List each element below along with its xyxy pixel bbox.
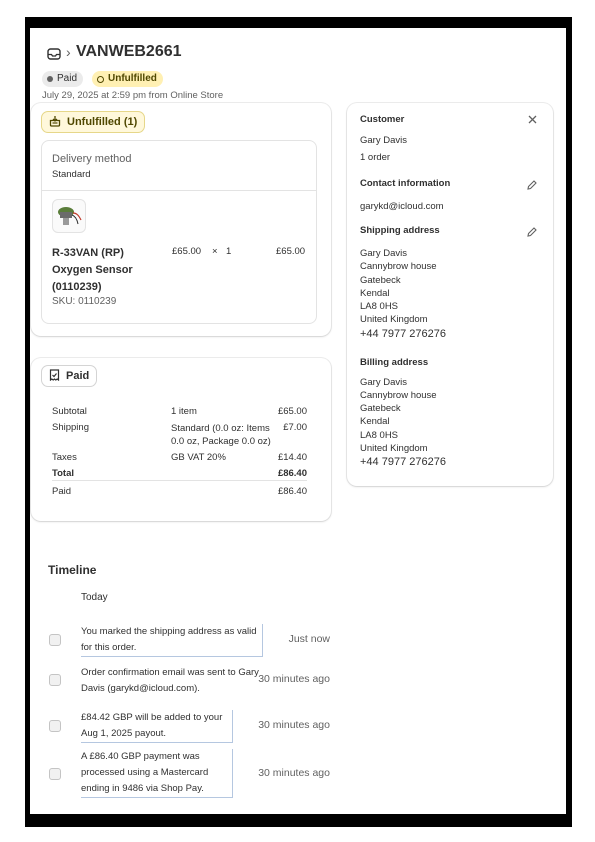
timeline-heading: Timeline: [48, 563, 97, 577]
shipping-address-line: Kendal: [360, 288, 390, 299]
product-title[interactable]: R-33VAN (RP) Oxygen Sensor (0110239): [52, 247, 133, 293]
package-icon: [49, 115, 61, 130]
pencil-icon[interactable]: [524, 225, 538, 239]
timeline-event-marker: [49, 634, 61, 646]
timeline-event-message: Order confirmation email was sent to Gary Davis (garykd@icloud.com).: [81, 667, 259, 694]
shipping-address-line: United Kingdom: [360, 314, 428, 325]
product-unit-price: £65.00: [172, 246, 202, 257]
customer-heading: Customer: [360, 114, 405, 125]
shipping-address-line: Gatebeck: [360, 275, 401, 286]
payment-status-text: Paid: [57, 73, 78, 84]
product-sku: SKU: 0110239: [52, 296, 117, 307]
unfulfilled-status-label: Unfulfilled (1): [67, 116, 138, 128]
customer-email[interactable]: garykd@icloud.com: [360, 201, 444, 212]
billing-address-heading: Billing address: [360, 357, 429, 368]
shipping-phone: +44 7977 276276: [360, 328, 446, 340]
shipping-value: £7.00: [283, 422, 307, 433]
timeline-event-time: 30 minutes ago: [258, 673, 330, 685]
shipping-label: Shipping: [52, 422, 89, 433]
divider: [41, 190, 317, 191]
contact-information-heading: Contact information: [360, 178, 451, 189]
status-ring-icon: [97, 76, 104, 83]
receipt-icon: [49, 369, 60, 384]
billing-address-line: Kendal: [360, 416, 390, 427]
timeline-event-marker: [49, 720, 61, 732]
paid-status-label: Paid: [66, 370, 90, 382]
subtotal-value: £65.00: [277, 406, 307, 417]
billing-address-line: Cannybrow house: [360, 390, 437, 401]
delivery-method-value: Standard: [52, 169, 91, 180]
subtotal-detail: 1 item: [171, 406, 197, 417]
shipping-address-line: Gary Davis: [360, 248, 407, 259]
billing-address-line: Gatebeck: [360, 403, 401, 414]
divider: [52, 480, 307, 481]
shipping-detail: Standard (0.0 oz: Items 0.0 oz, Package 0.0 oz): [171, 423, 271, 447]
taxes-detail: GB VAT 20%: [171, 452, 226, 463]
taxes-label: Taxes: [52, 452, 77, 463]
taxes-value: £14.40: [277, 452, 307, 463]
timeline-event-marker: [49, 674, 61, 686]
timeline-event-time: Just now: [288, 633, 330, 645]
payment-status-badge: [42, 71, 83, 87]
timeline-event-time: 30 minutes ago: [258, 767, 330, 779]
delivery-method-label: Delivery method: [52, 153, 132, 165]
timeline-date-group: Today: [81, 592, 108, 603]
multiply-sign: ×: [212, 246, 218, 257]
breadcrumb-separator: ›: [66, 44, 71, 60]
fulfillment-status-text: Unfulfilled: [108, 73, 157, 84]
timeline-event-message: A £86.40 GBP payment was processed using a Mastercard ending in 9486 via Shop Pay.: [81, 749, 233, 798]
paid-status-pill: [41, 365, 97, 387]
subtotal-label: Subtotal: [52, 406, 87, 417]
total-label: Total: [52, 468, 74, 479]
page-title: VANWEB2661: [76, 43, 182, 60]
customer-name[interactable]: Gary Davis: [360, 135, 407, 146]
shipping-address-line: LA8 0HS: [360, 301, 399, 312]
shipping-address-line: Cannybrow house: [360, 261, 437, 272]
billing-address-line: United Kingdom: [360, 443, 428, 454]
customer-order-count[interactable]: 1 order: [360, 152, 391, 163]
timeline-event-marker: [49, 768, 61, 780]
billing-address-line: Gary Davis: [360, 377, 407, 388]
product-quantity: 1: [226, 246, 232, 257]
unfulfilled-status-pill: [41, 111, 145, 133]
status-dot-icon: [47, 76, 53, 82]
pencil-icon[interactable]: [524, 178, 538, 192]
billing-address-line: LA8 0HS: [360, 430, 399, 441]
fulfillment-status-badge: [92, 71, 163, 87]
order-date: July 29, 2025 at 2:59 pm from Online Store: [42, 90, 224, 101]
timeline-event-message: £84.42 GBP will be added to your Aug 1, 2025 payout.: [81, 710, 233, 743]
product-thumbnail[interactable]: [52, 199, 86, 233]
paid-value: £86.40: [277, 486, 307, 497]
oxygen-sensor-image: [55, 204, 83, 228]
total-value: £86.40: [277, 468, 307, 479]
inbox-icon[interactable]: [47, 47, 61, 59]
close-icon[interactable]: [525, 112, 539, 126]
timeline-event-time: 30 minutes ago: [258, 719, 330, 731]
shipping-address-heading: Shipping address: [360, 225, 440, 236]
timeline-event-message: You marked the shipping address as valid for this order.: [81, 624, 263, 657]
paid-label: Paid: [52, 486, 72, 497]
order-page: [30, 28, 566, 814]
product-line-total: £65.00: [276, 246, 306, 257]
billing-phone: +44 7977 276276: [360, 456, 446, 468]
